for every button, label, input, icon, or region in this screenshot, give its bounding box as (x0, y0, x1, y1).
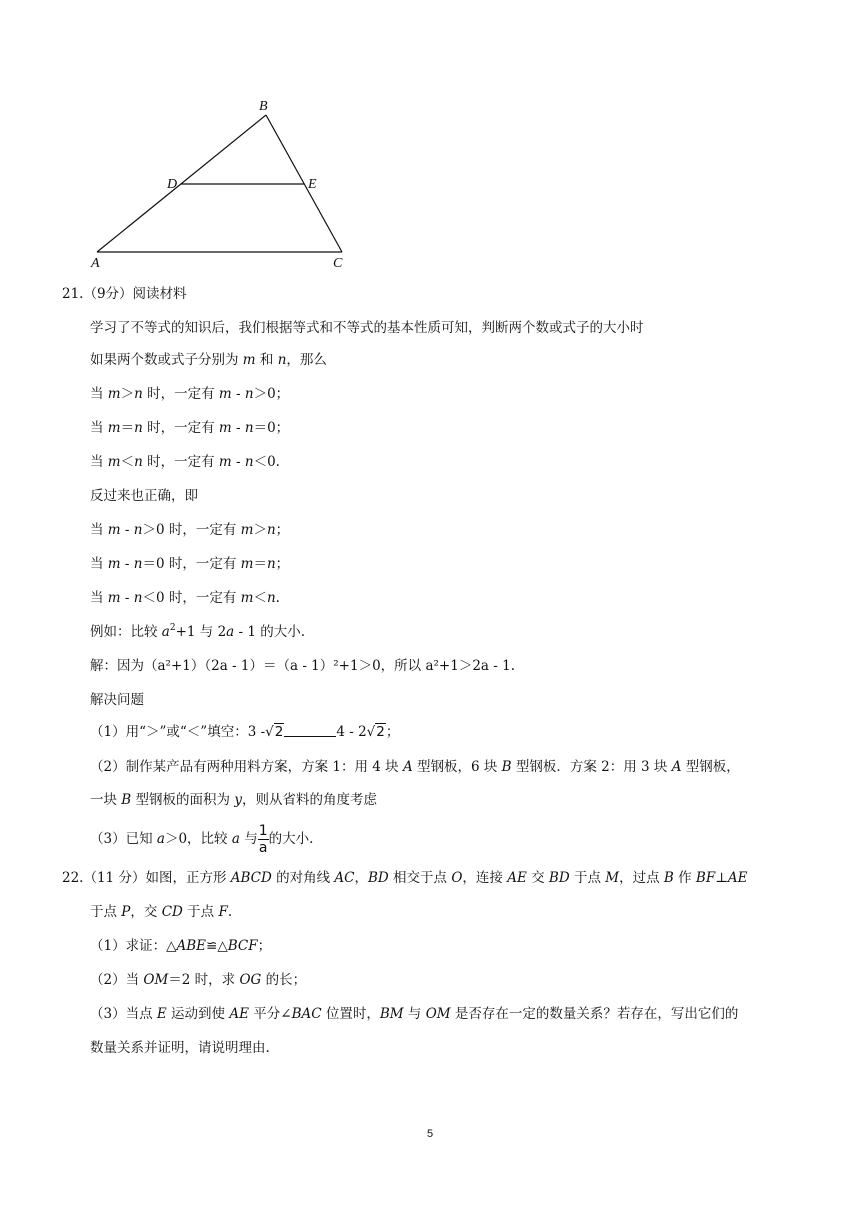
q21-header: 21.（9分）阅读材料 (62, 286, 187, 302)
math-variable: BCF (227, 938, 258, 954)
var-a: a (226, 624, 235, 640)
triangle-diagram (85, 95, 355, 275)
text-segment: 于点 (90, 904, 122, 920)
math-variable: CD (161, 904, 183, 920)
text-segment: （2）制作某产品有两种用料方案，方案 1：用 4 块 (90, 759, 403, 775)
text-segment: ， (354, 870, 368, 886)
text-segment: （3）当点 (90, 1006, 157, 1022)
text-segment: 型钢板的面积为 (131, 792, 235, 808)
text-segment: 当 (90, 556, 108, 572)
point-label-d: D (167, 177, 178, 192)
answer-blank[interactable] (284, 724, 336, 737)
text: +1 与 2 (175, 624, 227, 640)
text: （1）用“＞”或“＜”填空：3 - (90, 724, 266, 740)
text-segment: 作 (673, 870, 696, 886)
text-segment: - (120, 590, 134, 606)
sqrt-expression: √2 (265, 724, 284, 740)
q21-case-3 (90, 452, 280, 472)
math-variable: m (107, 386, 121, 402)
text: ，那么 (286, 352, 327, 368)
text: （3）已知 (90, 831, 157, 847)
text-segment: ，过点 (619, 870, 664, 886)
math-variable: m (218, 454, 232, 470)
text-segment: 运动到使 (166, 1006, 230, 1022)
math-variable: n (134, 386, 143, 402)
text-segment: ＝ (253, 556, 267, 572)
text-segment: 于点 (569, 870, 606, 886)
q21-solution: 解：因为（a²+1）（2a - 1）＝（a - 1）²+1＞0，所以 a²+1＞2a - 1. (90, 658, 515, 674)
math-variable: n (266, 522, 276, 538)
math-variable: O (451, 870, 463, 886)
math-variable: n (133, 556, 143, 572)
text-segment: 于点 (182, 904, 219, 920)
var-n: n (277, 352, 287, 368)
q21-reverse-1 (90, 520, 289, 540)
text-segment: ＜0 时，一定有 (142, 590, 241, 606)
text-segment: 当 (90, 420, 108, 436)
math-variable: AE (507, 870, 527, 886)
math-variable: y (234, 792, 242, 808)
math-variable: B (501, 759, 512, 775)
math-variable: n (134, 454, 143, 470)
text-segment: 型钢板，6 块 (412, 759, 502, 775)
q21-sub-2-line-2 (90, 790, 377, 810)
text-segment: ＜ (120, 454, 135, 470)
denominator: a (258, 840, 268, 856)
text-segment: 一块 (90, 792, 122, 808)
q21-sub-2-line-1 (90, 757, 740, 777)
text-segment: - (231, 454, 245, 470)
math-variable: n (244, 420, 254, 436)
text-segment: 22.（11 分）如图，正方形 (62, 870, 231, 886)
text-segment: 当 (90, 454, 108, 470)
text-segment: ＜ (253, 590, 267, 606)
math-variable: n (266, 556, 276, 572)
math-variable: BM (379, 1006, 404, 1022)
math-variable: m (218, 386, 232, 402)
text-segment: - (231, 386, 245, 402)
text-segment: - (120, 556, 134, 572)
text-segment: 当 (90, 386, 108, 402)
text: ＞0，比较 (164, 831, 232, 847)
text-segment: ⊥ (715, 870, 728, 886)
q22-part-3-line-1 (90, 1004, 738, 1024)
text: 与 (239, 831, 258, 847)
math-variable: n (244, 454, 254, 470)
math-variable: F (218, 904, 228, 920)
text-segment: - (231, 420, 245, 436)
text-segment: 型钢板．方案 2：用 3 块 (511, 759, 672, 775)
text-segment: ＜0. (253, 454, 280, 470)
math-variable: BF (695, 870, 716, 886)
text-segment: 时，一定有 (142, 454, 219, 470)
point-label-a: A (91, 256, 100, 271)
page-number: 5 (426, 1128, 434, 1140)
math-variable: BAC (291, 1006, 322, 1022)
text: ； (385, 724, 400, 740)
text-segment: 当 (90, 590, 108, 606)
text-segment: ； (275, 556, 290, 572)
point-label-e: E (308, 177, 317, 192)
text: 如果两个数或式子分别为 (90, 352, 239, 368)
text-segment: . (227, 904, 233, 920)
math-variable: E (156, 1006, 167, 1022)
math-variable: ABCD (230, 870, 272, 886)
point-label-b: B (259, 99, 268, 114)
math-variable: BD (368, 870, 389, 886)
math-variable: m (218, 420, 232, 436)
q21-sub-3 (90, 822, 313, 856)
q22-part-2 (90, 970, 306, 990)
text-segment: ＞ (253, 522, 267, 538)
text-segment: 交 (526, 870, 549, 886)
text-segment: . (275, 590, 280, 606)
point-label-c: C (333, 256, 343, 271)
q21-case-2 (90, 418, 289, 438)
q21-example (90, 622, 305, 642)
text-segment: （2）当 (90, 972, 144, 988)
math-variable: BD (548, 870, 570, 886)
text-segment: 位置时， (321, 1006, 380, 1022)
math-variable: m (107, 454, 121, 470)
math-variable: m (107, 522, 121, 538)
text-segment: 当 (90, 522, 108, 538)
q21-reverse: 反过来也正确，即 (90, 488, 198, 504)
var-a: a (161, 624, 170, 640)
math-variable: n (244, 386, 254, 402)
q21-paragraph-2 (90, 350, 327, 370)
math-variable: A (671, 759, 682, 775)
var-m: m (242, 352, 256, 368)
math-variable: AE (229, 1006, 249, 1022)
math-variable: OM (425, 1006, 451, 1022)
math-variable: m (240, 556, 254, 572)
text-segment: ＝2 时，求 (168, 972, 240, 988)
text-segment: ，连接 (462, 870, 508, 886)
text-segment: - (120, 522, 134, 538)
math-variable: n (133, 522, 143, 538)
text-segment: ，交 (130, 904, 162, 920)
q22-part-1 (90, 936, 271, 956)
q21-paragraph-1: 学习了不等式的知识后，我们根据等式和不等式的基本性质可知，判断两个数或式子的大小时 (90, 320, 644, 336)
math-variable: B (663, 870, 674, 886)
triangle-figure (85, 95, 355, 275)
text-segment: 平分∠ (248, 1006, 292, 1022)
text-segment: ＞ (120, 386, 135, 402)
text-segment: ； (275, 522, 290, 538)
fraction (258, 823, 269, 856)
numerator: 1 (258, 823, 268, 839)
math-variable: A (402, 759, 413, 775)
math-variable: m (240, 522, 254, 538)
text: 的大小. (268, 831, 314, 847)
q21-solve-title: 解决问题 (90, 692, 144, 708)
q22-line-2 (90, 902, 232, 922)
math-variable: OM (143, 972, 169, 988)
text-segment: ＞0； (253, 386, 290, 402)
q21-case-1 (90, 384, 289, 404)
text-segment: ，则从省料的角度考虑 (241, 792, 377, 808)
text-segment: ； (257, 938, 272, 954)
text-segment: 相交于点 (388, 870, 452, 886)
text-segment: 时，一定有 (142, 386, 219, 402)
text-segment: 的长； (261, 972, 307, 988)
radicand: 2 (274, 724, 284, 740)
math-variable: P (121, 904, 131, 920)
math-variable: n (134, 420, 143, 436)
text-segment: ＝0 时，一定有 (142, 556, 241, 572)
math-variable: ABE (176, 938, 207, 954)
exponent: 2 (169, 623, 176, 633)
q22-line-1 (62, 868, 748, 888)
text-segment: ＝ (120, 420, 135, 436)
q21-sub-1 (90, 722, 399, 742)
text: 4 - 2 (336, 724, 367, 740)
math-variable: B (121, 792, 132, 808)
text: 例如：比较 (90, 624, 162, 640)
q21-reverse-3 (90, 588, 280, 608)
text-segment: ≌△ (206, 938, 228, 954)
text-segment: 时，一定有 (142, 420, 219, 436)
text-segment: ＞0 时，一定有 (142, 522, 241, 538)
math-variable: m (240, 590, 254, 606)
text-segment: 型钢板， (681, 759, 740, 775)
text-segment: ＝0； (253, 420, 290, 436)
text-segment: 的对角线 (271, 870, 335, 886)
math-variable: n (266, 590, 276, 606)
var-a: a (156, 831, 165, 847)
text-segment: （1）求证：△ (90, 938, 177, 954)
math-variable: AE (727, 870, 748, 886)
math-variable: m (107, 420, 121, 436)
radicand: 2 (376, 724, 385, 740)
var-a: a (231, 831, 240, 847)
math-variable: n (133, 590, 143, 606)
text-segment: 与 (403, 1006, 426, 1022)
q21-reverse-2 (90, 554, 289, 574)
math-variable: m (107, 556, 121, 572)
math-variable: OG (239, 972, 262, 988)
math-variable: m (107, 590, 121, 606)
math-variable: M (605, 870, 620, 886)
sqrt-expression: √2 (366, 724, 385, 740)
text: 和 (259, 352, 274, 368)
text-segment: 是否存在一定的数量关系？若存在，写出它们的 (450, 1006, 739, 1022)
q22-part-3-line-2: 数量关系并证明，请说明理由. (90, 1040, 270, 1056)
math-variable: AC (334, 870, 355, 886)
text: - 1 的大小. (234, 624, 306, 640)
